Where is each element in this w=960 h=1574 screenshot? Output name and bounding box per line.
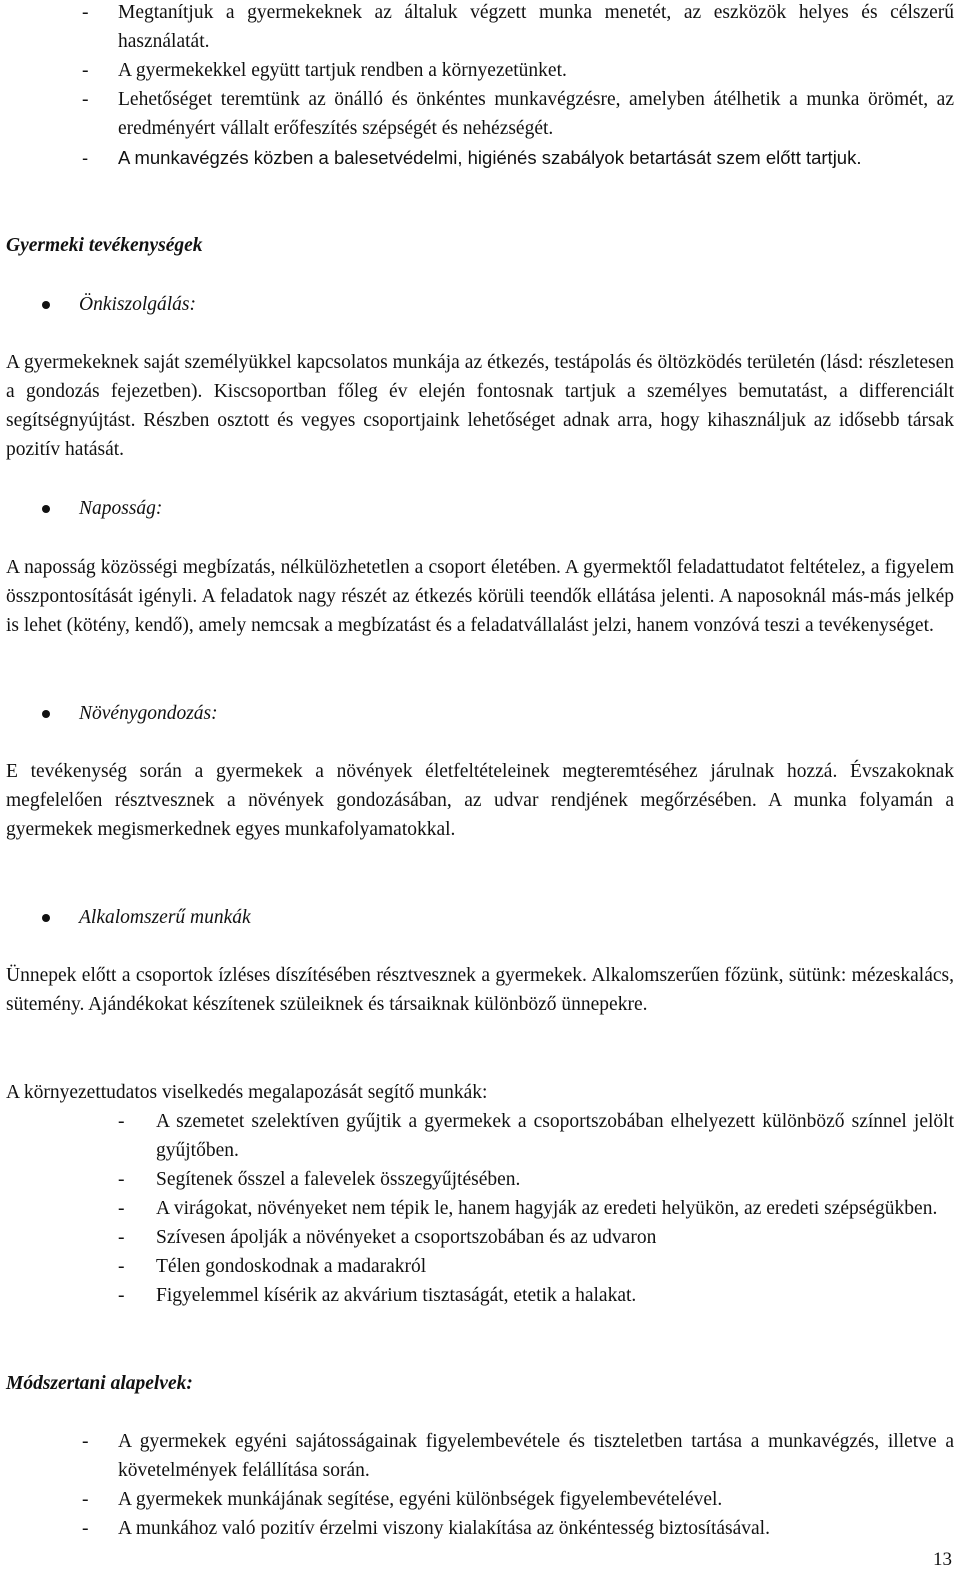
list-item	[6, 1514, 954, 1543]
bullet-icon	[42, 914, 50, 922]
dash-marker: -	[82, 1518, 89, 1539]
dash-marker: -	[118, 1256, 125, 1277]
list-item	[6, 1281, 954, 1310]
paragraph-alkalomszeru: Ünnepek előtt a csoportok ízléses díszítésében résztvesznek a gyermekek. Alkalomszerűen főzünk, sütünk: mézeskalács, sütemény. Ajándékokat készítenek szüleiknek és társaiknak különböző ünnepekre.	[6, 965, 954, 1015]
section-heading-activities: Gyermeki tevékenységek	[6, 235, 203, 256]
subsection-title: Alkalomszerű munkák	[79, 907, 251, 928]
list-item	[6, 1194, 954, 1223]
list-item-text: Szívesen ápolják a növényeket a csoportszobában és az udvaron	[156, 1227, 657, 1248]
environment-intro: A környezettudatos viselkedés megalapozását segítő munkák:	[6, 1082, 488, 1103]
list-item	[6, 1165, 954, 1194]
list-item	[6, 1252, 954, 1281]
dash-marker: -	[82, 1489, 89, 1510]
list-item-text: Télen gondoskodnak a madarakról	[156, 1256, 427, 1277]
list-item	[6, 0, 954, 56]
list-item-text: A virágokat, növényeket nem tépik le, hanem hagyják az eredeti helyükön, az eredeti szépségükben.	[156, 1198, 938, 1219]
dash-marker: -	[118, 1169, 125, 1190]
dash-marker: -	[118, 1111, 125, 1132]
page-number: 13	[933, 1549, 952, 1570]
list-item	[6, 1427, 954, 1485]
dash-marker: -	[82, 89, 89, 110]
list-item	[6, 85, 954, 143]
subsection-title: Önkiszolgálás:	[79, 294, 196, 315]
list-item-text: A gyermekekkel együtt tartjuk rendben a környezetünket.	[118, 60, 567, 81]
list-item	[6, 1223, 954, 1252]
list-item	[6, 1107, 954, 1165]
list-item	[6, 143, 954, 172]
dash-marker: -	[82, 2, 89, 23]
dash-marker: -	[118, 1285, 125, 1306]
environment-work-list	[6, 1107, 954, 1310]
section-heading-methods: Módszertani alapelvek:	[6, 1373, 193, 1394]
list-item	[6, 1485, 954, 1514]
list-item	[6, 56, 954, 85]
list-item-text: Megtanítjuk a gyermekeknek az általuk végzett munka menetét, az eszközök helyes és célszerű használatát.	[118, 2, 954, 52]
list-item-text: A munkavégzés közben a balesetvédelmi, higiénés szabályok betartását szem előtt tartjuk.	[118, 147, 862, 168]
list-item-text: Figyelemmel kísérik az akvárium tisztaságát, etetik a halakat.	[156, 1285, 637, 1306]
dash-marker: -	[82, 1431, 89, 1452]
list-item-text: A munkához való pozitív érzelmi viszony kialakítása az önkéntesség biztosításával.	[118, 1518, 770, 1539]
work-principles-list	[6, 0, 954, 172]
list-item-text: A gyermekek munkájának segítése, egyéni különbségek figyelembevételével.	[118, 1489, 723, 1510]
bullet-icon	[42, 505, 50, 513]
paragraph-onkiszolgalas: A gyermekeknek saját személyükkel kapcsolatos munkája az étkezés, testápolás és öltözködés területén (lásd: részletesen a gondozás fejezetben). Kiscsoportban főleg év elején fontosnak tartjuk a személyes bemutatást, a differenciált segítségnyújtást. Részben osztott és vegyes csoportjaink lehetőséget adnak arra, hogy kihasználjuk az idősebb társak pozitív hatását.	[6, 352, 954, 460]
subsection-title: Naposság:	[79, 498, 163, 519]
list-item-text: A szemetet szelektíven gyűjtik a gyermekek a csoportszobában elhelyezett különböző színnel jelölt gyűjtőben.	[156, 1111, 954, 1161]
list-item-text: Segítenek ősszel a falevelek összegyűjtésében.	[156, 1169, 521, 1190]
methods-list	[6, 1427, 954, 1543]
paragraph-novenygondozas: E tevékenység során a gyermekek a növények életfeltételeinek megteremtéséhez járulnak hozzá. Évszakoknak megfelelően résztvesznek a növények gondozásában, az udvar rendjének megőrzésében. A munka folyamán a gyermekek megismerkednek egyes munkafolyamatokkal.	[6, 761, 954, 840]
list-item-text: Lehetőséget teremtünk az önálló és önkéntes munkavégzésre, amelyben átélhetik a munka örömét, az eredményért vállalt erőfeszítés szépségét és nehézségét.	[118, 89, 954, 139]
dash-marker: -	[118, 1227, 125, 1248]
dash-marker: -	[82, 60, 89, 81]
list-item-text: A gyermekek egyéni sajátosságainak figyelembevétele és tiszteletben tartása a munkavégzés, illetve a követelmények felállítása során.	[118, 1431, 954, 1481]
bullet-icon	[42, 710, 50, 718]
dash-marker: -	[82, 147, 89, 168]
dash-marker: -	[118, 1198, 125, 1219]
subsection-title: Növénygondozás:	[79, 703, 218, 724]
paragraph-napossag: A naposság közösségi megbízatás, nélkülözhetetlen a csoport életében. A gyermektől feladattudatot feltételez, a figyelem összpontosítását igényli. A feladatok nagy részét az étkezés körüli teendők ellátása jelenti. A naposoknál más-más jelkép is lehet (kötény, kendő), amely nemcsak a megbízatást és a feladatvállalást jelzi, hanem vonzóvá teszi a tevékenységet.	[6, 557, 954, 636]
bullet-icon	[42, 301, 50, 309]
